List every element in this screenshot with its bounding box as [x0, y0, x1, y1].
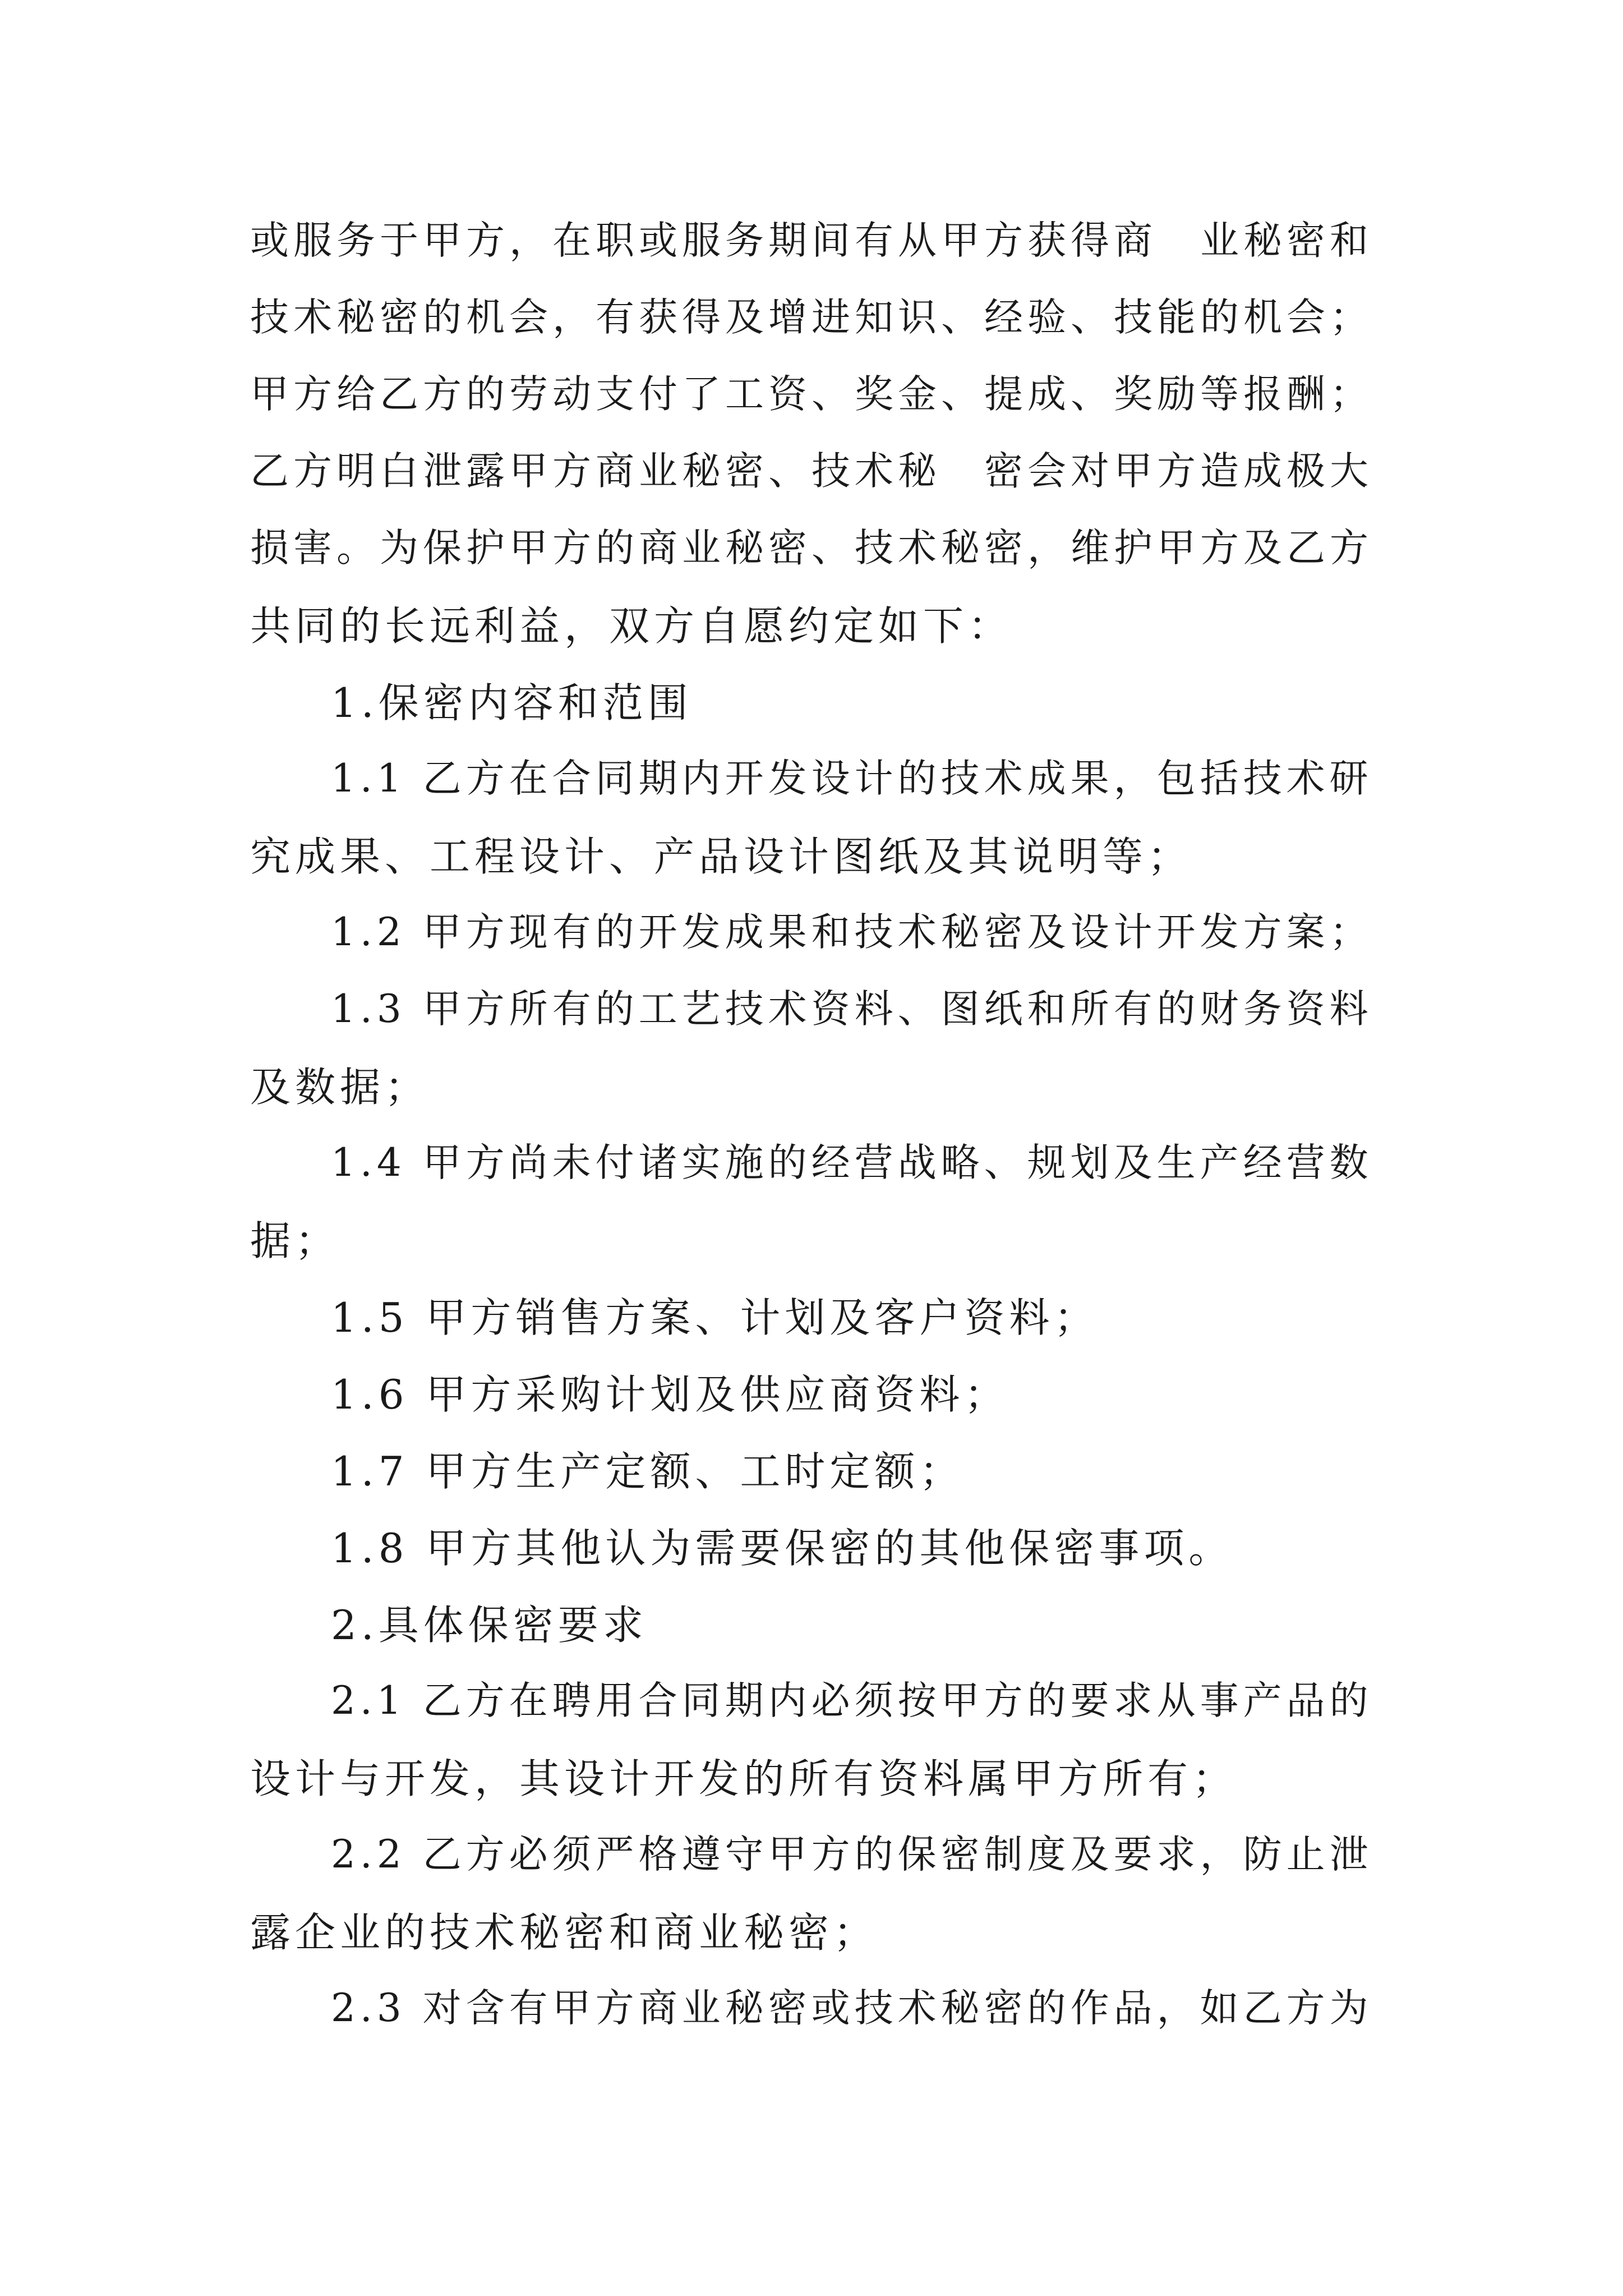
text-line: 乙方明白泄露甲方商业秘密、技术秘 密会对甲方造成极大 [250, 449, 1373, 494]
text-line: 共同的长远利益，双方自愿约定如下： [250, 602, 1013, 650]
text-line: 2.2 乙方必须严格遵守甲方的保密制度及要求，防止泄 [331, 1832, 1373, 1877]
text-line: 或服务于甲方，在职或服务期间有从甲方获得商 业秘密和 [250, 218, 1373, 263]
text-line: 1.1 乙方在合同期内开发设计的技术成果，包括技术研 [331, 756, 1373, 801]
text-line: 1.2 甲方现有的开发成果和技术秘密及设计开发方案； [331, 910, 1373, 955]
text-line: 据； [250, 1217, 340, 1264]
text-line: 1.3 甲方所有的工艺技术资料、图纸和所有的财务资料 [331, 987, 1373, 1032]
text-line: 及数据； [250, 1064, 430, 1111]
text-line: 设计与开发，其设计开发的所有资料属甲方所有； [250, 1755, 1238, 1802]
section-heading: 2.具体保密要求 [331, 1602, 648, 1649]
text-line: 2.1 乙方在聘用合同期内必须按甲方的要求从事产品的 [331, 1678, 1373, 1723]
text-line: 1.8 甲方其他认为需要保密的其他保密事项。 [331, 1525, 1234, 1572]
section-heading: 1.保密内容和范围 [331, 679, 693, 726]
text-line: 露企业的技术秘密和商业秘密； [250, 1909, 879, 1956]
text-line: 究成果、工程设计、产品设计图纸及其说明等； [250, 833, 1193, 880]
text-line: 技术秘密的机会，有获得及增进知识、经验、技能的机会； [250, 295, 1373, 340]
text-line: 1.4 甲方尚未付诸实施的经营战略、规划及生产经营数 [331, 1140, 1373, 1185]
text-line: 1.5 甲方销售方案、计划及客户资料； [331, 1294, 1099, 1341]
text-line: 2.3 对含有甲方商业秘密或技术秘密的作品，如乙方为 [331, 1986, 1373, 2031]
text-line: 1.6 甲方采购计划及供应商资料； [331, 1371, 1009, 1418]
text-line: 损害。为保护甲方的商业秘密、技术秘密，维护甲方及乙方 [250, 526, 1373, 570]
text-line: 甲方给乙方的劳动支付了工资、奖金、提成、奖励等报酬； [250, 372, 1373, 417]
text-line: 1.7 甲方生产定额、工时定额； [331, 1448, 965, 1495]
